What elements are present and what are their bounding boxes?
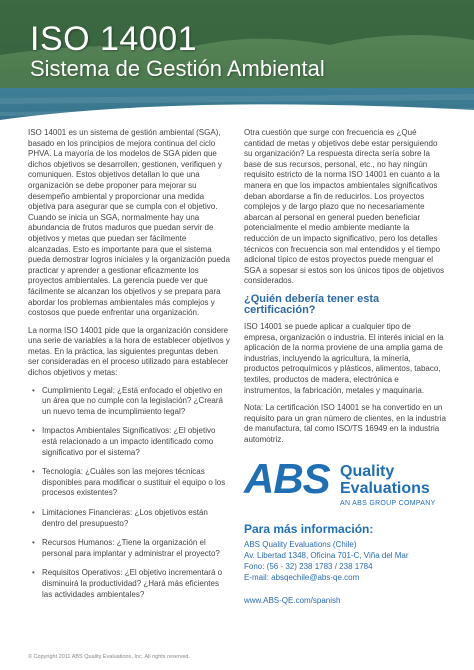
logo-evaluations-text: Evaluations (340, 480, 430, 497)
website-link[interactable]: www.ABS-QE.com/spanish (244, 596, 341, 605)
industries-paragraph: ISO 14001 se puede aplicar a cualquier tipo de empresa, organización o industria. El interés inicial en la aplicación de la norma proviene de una amplia gama de industrias, incluyendo la agricultura, la minería, productos petroquímicos y plásticos, alimentos, tabaco, textiles, productos de madera, electrónica e instrumentos, la fabricación, metales y maquinaria. (244, 322, 444, 395)
contact-address: Av. Libertad 1348, Oficina 701-C, Viña del Mar (244, 551, 409, 560)
logo-abs-text: ABS (244, 455, 330, 502)
list-item: • Tecnología: ¿Cuáles son las mejores técnicas disponibles para modificar o sustituir el equipo o los procesos existentes? (28, 467, 230, 499)
contact-block (244, 524, 454, 606)
logo-tagline: AN ABS GROUP COMPANY (340, 500, 436, 507)
objectives-paragraph: Otra cuestión que surge con frecuencia es ¿Qué cantidad de metas y objetivos debe estar persiguiendo su organización? La respuesta directa sería sobre la base de sus recursos, personal, etc., no hay ningún requisito estricto de la norma ISO 14001 en cuanto a la manera en que los impactos ambientales significativos deban abordarse a fin de reducirlos. Los proyectos complejos y de largo plazo que no necesariamente abarcan al personal en general pueden beneficiar potencialmente el medio ambiente mediante la reducción de un impacto significativo, pero los detalles técnicos con frecuencia son mal entendidos y el tiempo adicional típico de estos proyectos puede menguar el SGA a sopesar si estos son los únicos tipos de objetivos considerados. (244, 128, 445, 286)
note-paragraph: Nota: La certificación ISO 14001 se ha convertido en un requisito para un gran número de clientes, en la industria de manufactura, tal como ISO/TS 16949 en la industria automotriz. (244, 403, 446, 445)
contact-company: ABS Quality Evaluations (Chile) (244, 540, 357, 549)
page-subtitle: Sistema de Gestión Ambiental (30, 56, 325, 81)
list-item: • Requisitos Operativos: ¿El objetivo incrementará o disminuirá la productividad? ¿Hará más eficientes las actividades ambientales? (28, 568, 230, 600)
list-item: • Cumplimiento Legal: ¿Está enfocado el objetivo en un área que no cumple con la legislación? ¿Creará un nuevo tema de incumplimiento legal? (28, 386, 230, 418)
certification-heading: ¿Quién debería tener esta certificación? (244, 292, 380, 316)
intro-paragraph: ISO 14001 es un sistema de gestión ambiental (SGA), basado en los principios de mejora continua del ciclo PHVA. La mayoría de los modelos de SGA piden que dichos objetivos se desarrollen, gestionen, verifiquen y comuniquen. Estos objetivos detallan lo que una organización se debe proponer para mejorar su desempeño ambiental y proporcionar una medida objetiva para asegurar que se cumpla con el objetivo. Cuando se inicia un SGA, normalmente hay una abundancia de frutos maduros que puedan servir de objetivos y metas que puedan ser fácilmente alcanzadas. Esto es importante para que el sistema pueda demostrar logros iniciales y la organización pueda practicar y aprender a gestionar eficazmente los proyectos ambientales. La gerencia puede ver que fácilmente se alcanzan los objetivos y se prepara para abordar los problemas ambientales más complejos y costosos que puede enfrentar una organización. (28, 128, 230, 318)
questions-list (28, 386, 230, 601)
list-item: • Impactos Ambientales Significativos: ¿El objetivo está relacionado a un impacto identificado como significativo por el sistema? (28, 426, 230, 458)
contact-heading: Para más información: (244, 522, 374, 536)
logo-quality-text: Quality (340, 463, 395, 480)
abs-logo (244, 455, 454, 512)
list-item: • Recursos Humanos: ¿Tiene la organización el personal para implantar y administrar el proyecto? (28, 538, 230, 559)
contact-phone: Fono: (56 - 32) 238 1783 / 238 1784 (244, 562, 373, 571)
page-title: ISO 14001 (30, 20, 198, 58)
contact-email[interactable]: E-mail: absqechile@abs-qe.com (244, 573, 360, 582)
right-column (244, 128, 446, 453)
copyright-footer: © Copyright 2011 ABS Quality Evaluations, Inc. All rights reserved. (28, 654, 191, 660)
left-column (28, 128, 230, 609)
norma-paragraph: La norma ISO 14001 pide que la organización considere una serie de variables a la hora de establecer objetivos y metas. En la práctica, las siguientes preguntas deben ser consideradas en el proceso utilizado para establecer dichos objetivos y metas: (28, 325, 230, 378)
list-item: • Limitaciones Financieras: ¿Los objetivos están dentro del presupuesto? (28, 508, 230, 529)
